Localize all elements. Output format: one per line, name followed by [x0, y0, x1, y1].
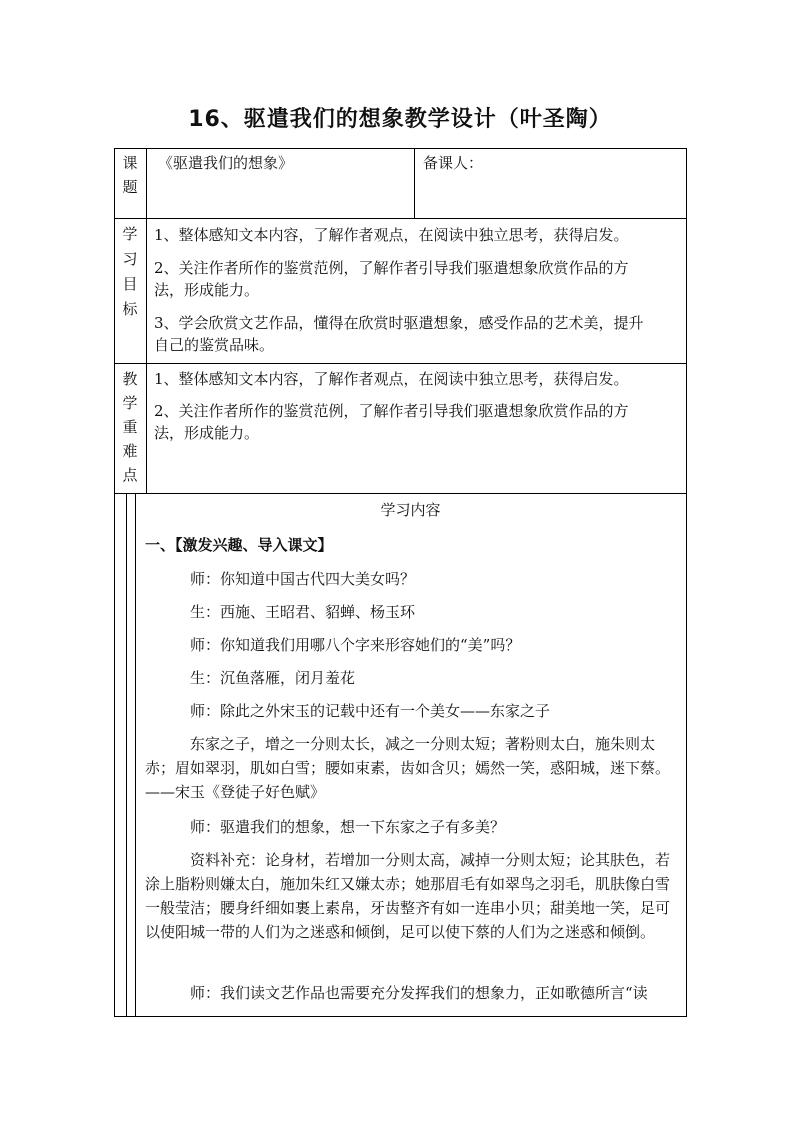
keypoint-item: 1、整体感知文本内容，了解作者观点，在阅读中独立思考，获得启发。	[154, 370, 629, 388]
page-title: 16、驱遣我们的想象教学设计（叶圣陶）	[188, 107, 612, 132]
dialogue-line: 生：西施、王昭君、貂蝉、杨玉环	[190, 603, 416, 621]
label-char: 学	[122, 394, 138, 412]
goals-label	[114, 222, 146, 322]
row-divider	[114, 218, 687, 219]
label-char: 题	[122, 178, 138, 196]
preparer-divider	[414, 148, 415, 218]
lesson-plan-table	[114, 148, 687, 1017]
section-heading: 一、【激发兴趣、导入课文】	[145, 536, 333, 554]
supplement-paragraph: 资料补充：论身材，若增加一分则太高，减掉一分则太短；论其肤色，若涂上脂粉则嫌太白，施加朱红又嫌太赤；她那眉毛有如翠鸟之羽毛，肌肤像白雪一般莹洁；腰身纤细如裹上素帛，牙齿整齐有如一连串小贝；甜美地一笑，足可以使阳城一带的人们为之迷惑和倾倒，足可以使下蔡的人们为之迷惑和倾倒。	[145, 851, 671, 941]
topic-label	[114, 151, 146, 199]
dialogue-line: 师：除此之外宋玉的记载中还有一个美女——东家之子	[190, 702, 551, 720]
label-char: 重	[122, 418, 138, 436]
learning-content	[135, 493, 686, 1016]
label-char: 标	[122, 300, 138, 318]
dialogue-line: 师：驱遣我们的想象，想一下东家之子有多美？	[190, 818, 506, 836]
dialogue-line: 师：你知道我们用哪八个字来形容她们的“美”吗？	[190, 636, 521, 654]
quote-paragraph: 东家之子，增之一分则太长，减之一分则太短；著粉则太白，施朱则太赤；眉如翠羽，肌如白雪；腰如束素，齿如含贝；嫣然一笑，惑阳城，迷下蔡。——宋玉《登徒子好色赋》	[145, 735, 671, 801]
label-char: 难	[122, 442, 138, 460]
keypoint-item: 2、关注作者所作的鉴赏范例，了解作者引导我们驱遣想象欣赏作品的方法，形成能力。	[154, 402, 629, 442]
dialogue-line: 生：沉鱼落雁，闭月羞花	[190, 669, 356, 687]
table-border-bottom	[114, 1016, 687, 1017]
topic-title: 《驱遣我们的想象》	[158, 154, 294, 172]
content-header: 学习内容	[380, 501, 441, 519]
keypoints-label	[114, 367, 146, 487]
dialogue-line: 师：我们读文艺作品也需要充分发挥我们的想象力，正如歌德所言“读	[190, 984, 648, 1002]
content-margin-line	[126, 493, 127, 1016]
label-char: 习	[122, 250, 138, 268]
label-char: 课	[122, 154, 138, 172]
label-char: 学	[122, 225, 138, 243]
table-border-right	[686, 148, 687, 1017]
goal-item: 1、整体感知文本内容，了解作者观点，在阅读中独立思考，获得启发。	[154, 226, 629, 244]
row-divider	[114, 363, 687, 364]
goal-item: 3、学会欣赏文艺作品，懂得在欣赏时驱遣想象，感受作品的艺术美，提升自己的鉴赏品味。	[154, 314, 644, 354]
label-char: 目	[122, 275, 138, 293]
dialogue-line: 师：你知道中国古代四大美女吗？	[190, 570, 416, 588]
preparer-label: 备课人：	[423, 154, 484, 172]
goal-item: 2、关注作者所作的鉴赏范例，了解作者引导我们驱遣想象欣赏作品的方法，形成能力。	[154, 259, 629, 299]
label-column-divider	[146, 148, 147, 493]
label-char: 教	[122, 370, 138, 388]
table-border-top	[114, 148, 687, 149]
label-char: 点	[122, 466, 138, 484]
